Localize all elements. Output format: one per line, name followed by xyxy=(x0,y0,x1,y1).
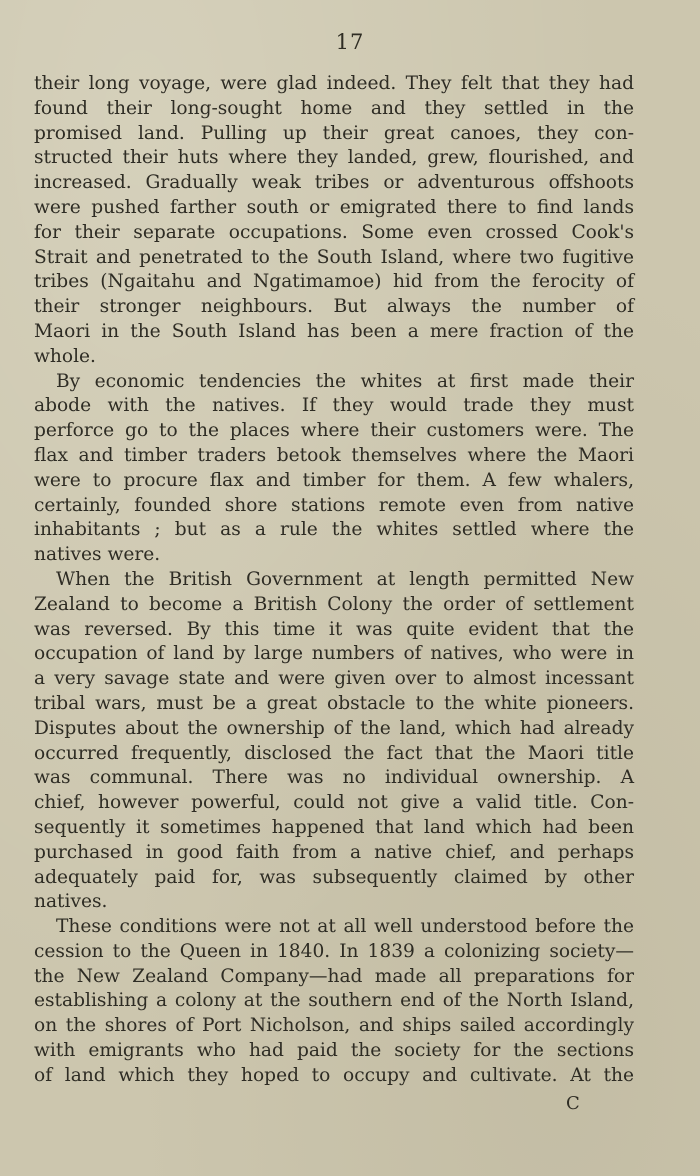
text-line: found their long-sought home and they settled in the xyxy=(34,97,634,119)
text-line: were pushed farther south or emigrated there to find lands xyxy=(34,196,634,218)
text-line: on the shores of Port Nicholson, and ships sailed accordingly xyxy=(34,1015,634,1037)
text-line: Maori in the South Island has been a mere fraction of the xyxy=(34,320,634,342)
text-line: increased. Gradually weak tribes or adventurous offshoots xyxy=(34,172,634,194)
text-line: Zealand to become a British Colony the order of settlement xyxy=(34,593,634,615)
text-line: These conditions were not at all well understood before the xyxy=(56,916,634,938)
text-line: of land which they hoped to occupy and cultivate. At the xyxy=(34,1064,634,1086)
text-line: their stronger neighbours. But always the number of xyxy=(34,296,634,318)
text-line: inhabitants ; but as a rule the whites settled where the xyxy=(34,519,634,541)
text-line: purchased in good faith from a native chief, and perhaps xyxy=(34,841,634,863)
text-line: whole. xyxy=(34,345,96,367)
text-line: promised land. Pulling up their great canoes, they con- xyxy=(34,122,634,144)
text-line: sequently it sometimes happened that land which had been xyxy=(34,816,634,838)
text-line: the New Zealand Company—had made all preparations for xyxy=(34,965,634,987)
text-line: structed their huts where they landed, grew, flourished, and xyxy=(34,147,634,169)
text-line: By economic tendencies the whites at first made their xyxy=(56,370,634,392)
text-line: with emigrants who had paid the society for the sections xyxy=(34,1040,634,1062)
text-line: a very savage state and were given over to almost incessant xyxy=(34,668,634,690)
text-line: was communal. There was no individual ownership. A xyxy=(34,767,634,789)
text-line: occurred frequently, disclosed the fact that the Maori title xyxy=(34,742,634,764)
text-line: Disputes about the ownership of the land, which had already xyxy=(34,717,634,739)
body-text xyxy=(34,72,634,1089)
text-line: occupation of land by large numbers of natives, who were in xyxy=(34,643,634,665)
page-number: 17 xyxy=(335,30,365,54)
text-line: establishing a colony at the southern end of the North Island, xyxy=(34,990,634,1012)
text-line: for their separate occupations. Some even crossed Cook's xyxy=(34,221,634,243)
text-line: their long voyage, were glad indeed. They felt that they had xyxy=(34,73,634,94)
text-line: natives were. xyxy=(34,544,161,566)
text-line: perforce go to the places where their customers were. The xyxy=(34,420,634,442)
text-line: flax and timber traders betook themselves where the Maori xyxy=(34,444,634,466)
text-line: abode with the natives. If they would trade they must xyxy=(34,395,634,417)
text-line: cession to the Queen in 1840. In 1839 a colonizing society— xyxy=(34,940,634,962)
text-line: natives. xyxy=(34,891,108,913)
text-line: adequately paid for, was subsequently claimed by other xyxy=(34,866,634,888)
text-line: chief, however powerful, could not give a valid title. Con- xyxy=(34,792,634,814)
text-line: tribal wars, must be a great obstacle to the white pioneers. xyxy=(34,692,634,714)
text-line: certainly, founded shore stations remote even from native xyxy=(34,494,634,516)
text-line: tribes (Ngaitahu and Ngatimamoe) hid from the ferocity of xyxy=(34,271,634,293)
text-line: was reversed. By this time it was quite evident that the xyxy=(34,618,634,640)
text-line: were to procure flax and timber for them. A few whalers, xyxy=(34,469,634,491)
printer-signature-mark: C xyxy=(566,1093,580,1114)
text-line: Strait and penetrated to the South Island, where two fugitive xyxy=(34,246,634,268)
text-line: When the British Government at length permitted New xyxy=(56,568,634,590)
